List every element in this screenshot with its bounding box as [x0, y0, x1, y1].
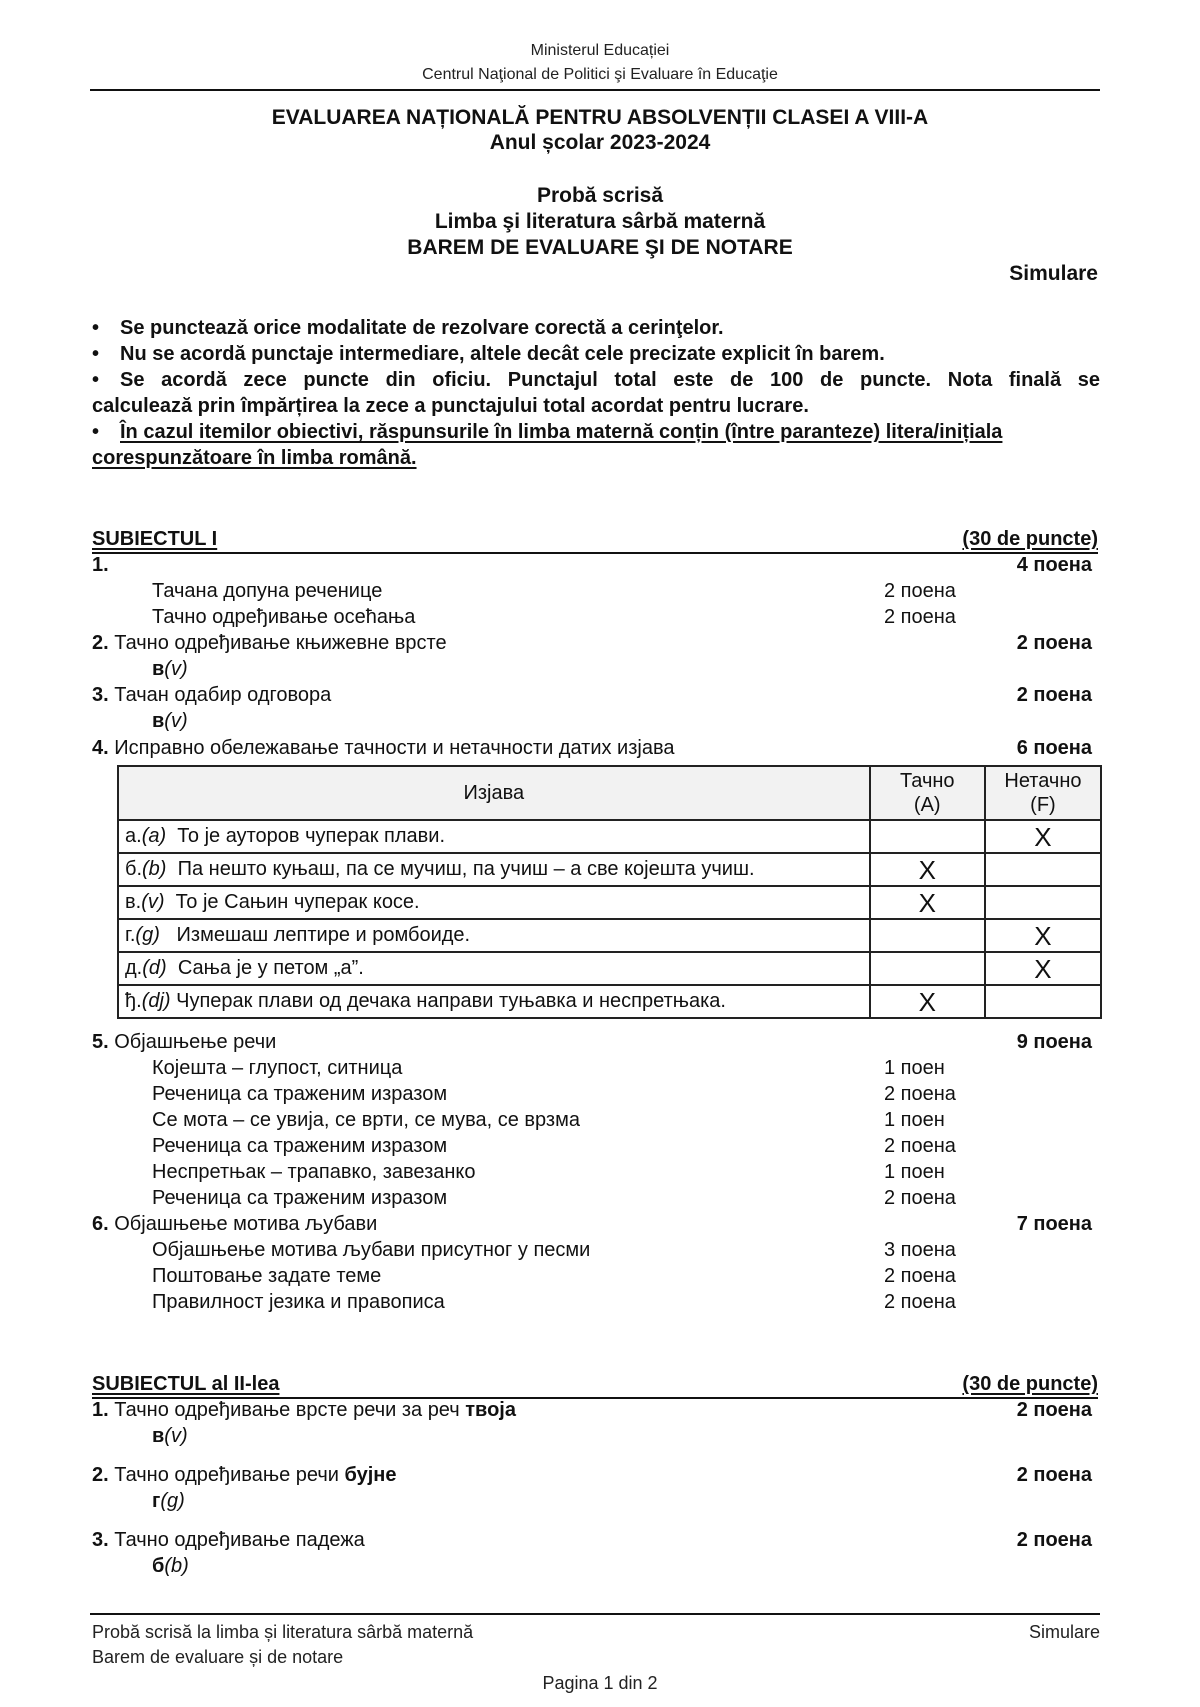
criterion-text: Поштовање задате теме [152, 1265, 382, 1287]
item-number: 6. [92, 1213, 109, 1235]
false-label: Нетачно [1004, 770, 1082, 792]
false-cell: X [985, 919, 1101, 952]
sub-criterion [92, 1135, 1098, 1161]
true-letter: (A) [913, 794, 941, 816]
criterion-text: Реченица са траженим изразом [152, 1187, 448, 1209]
bullet-icon: • [92, 421, 100, 443]
instruction-item [92, 317, 1100, 340]
criterion-text: Тачно одређивање осећања [152, 606, 416, 628]
instruction-text: Se acordă zece puncte din oficiu. Punctajul total este de 100 de puncte. Nota finală se [120, 369, 1100, 391]
item-text: Објашњење речи [114, 1031, 277, 1053]
item-number: 3. [92, 1529, 109, 1551]
item-text: Објашњење мотива љубави [114, 1213, 378, 1235]
document-title: BAREM DE EVALUARE ŞI DE NOTARE [407, 236, 793, 259]
table-row [118, 886, 1101, 919]
column-header-statement: Изјава [118, 766, 870, 820]
item-points: 4 поена [1016, 554, 1092, 576]
item-1 [92, 554, 1098, 580]
answer-key [152, 1490, 185, 1513]
table-row [118, 919, 1101, 952]
answer-key [152, 710, 188, 733]
item-number: 5. [92, 1031, 109, 1053]
footer-doc-name: Barem de evaluare și de notare [92, 1647, 344, 1667]
footer-rule [90, 1613, 1100, 1615]
sub-criterion [92, 606, 1098, 632]
answer-latin: (v) [164, 658, 188, 680]
item-number: 1. [92, 554, 109, 576]
instruction-text: Nu se acordă punctaje intermediare, altele decât cele precizate explicit în barem. [120, 343, 885, 365]
sub-criterion [92, 1239, 1098, 1265]
footer-session: Simulare [1028, 1622, 1100, 1642]
item-number: 2. [92, 632, 109, 654]
answer-latin: (g) [160, 1490, 185, 1512]
bullet-icon: • [92, 343, 100, 365]
criterion-points: 2 поена [884, 1083, 956, 1105]
criterion-points: 2 поена [884, 580, 956, 602]
answer-key [152, 1425, 188, 1448]
item-number: 4. [92, 737, 109, 759]
false-cell [985, 886, 1101, 919]
column-header-false [985, 766, 1101, 820]
answer-letter: г [152, 1490, 161, 1512]
item-2-2 [92, 1464, 1098, 1490]
answer-letter: в [152, 710, 165, 732]
criterion-points: 3 поена [884, 1239, 956, 1261]
section-heading-subiectul-1 [92, 528, 1098, 554]
statement-cell: в.(v) То је Сањин чуперак косе. [118, 886, 870, 919]
sub-criterion [92, 1109, 1098, 1135]
item-text: Исправно обележавање тачности и нетачности датих изјава [114, 737, 675, 759]
table-header-row [118, 766, 1101, 820]
item-points: 2 поена [1016, 632, 1092, 654]
section-heading-subiectul-2 [92, 1373, 1098, 1399]
item-text: Тачно одређивање врсте речи за реч [114, 1399, 466, 1421]
section-points: (30 de puncte) [962, 528, 1098, 550]
true-cell [870, 952, 985, 985]
item-points: 9 поена [1016, 1031, 1092, 1053]
statement-cell: а.(a) То је ауторов чуперак плави. [118, 820, 870, 853]
school-year: Anul școlar 2023-2024 [489, 131, 711, 154]
false-cell: X [985, 820, 1101, 853]
criterion-points: 2 поена [884, 1135, 956, 1157]
sub-criterion [92, 1083, 1098, 1109]
page-number: Pagina 1 din 2 [542, 1673, 658, 1693]
item-text: Тачно одређивање књижевне врсте [114, 632, 447, 654]
criterion-text: Којешта – глупост, ситница [152, 1057, 403, 1079]
item-keyword: бујне [344, 1464, 397, 1486]
instruction-item [92, 369, 1100, 392]
table-row [118, 853, 1101, 886]
criterion-points: 2 поена [884, 606, 956, 628]
sub-criterion [92, 1265, 1098, 1291]
center-name: Centrul Naţional de Politici şi Evaluare în Educaţie [422, 66, 778, 83]
column-header-true [870, 766, 985, 820]
ministry-name: Ministerul Educației [530, 42, 670, 59]
item-points: 6 поена [1016, 737, 1092, 759]
exam-title: EVALUAREA NAȚIONALĂ PENTRU ABSOLVENȚII CLASEI A VIII-A [271, 106, 929, 129]
answer-latin: (b) [164, 1555, 189, 1577]
criterion-points: 2 поена [884, 1265, 956, 1287]
true-cell [870, 820, 985, 853]
false-cell: X [985, 952, 1101, 985]
criterion-points: 2 поена [884, 1291, 956, 1313]
bullet-icon: • [92, 369, 100, 391]
true-cell: X [870, 886, 985, 919]
item-2-3 [92, 1529, 1098, 1555]
instruction-text: corespunzătoare în limba română. [92, 447, 417, 469]
footer-exam-name: Probă scrisă la limba și literatura sârbă maternă [92, 1622, 474, 1642]
table-row [118, 820, 1101, 853]
instruction-text: calculează prin împărțirea la zece a punctajului total acordat pentru lucrare. [92, 395, 809, 417]
criterion-text: Реченица са траженим изразом [152, 1135, 448, 1157]
false-letter: (F) [1030, 794, 1056, 816]
sub-criterion [92, 1161, 1098, 1187]
answer-letter: в [152, 658, 165, 680]
item-number: 3. [92, 684, 109, 706]
item-4 [92, 737, 1098, 763]
item-text: Тачно одређивање падежа [114, 1529, 365, 1551]
statement-cell: г.(g) Измешаш лептире и ромбоиде. [118, 919, 870, 952]
item-text: Тачно одређивање речи [114, 1464, 345, 1486]
statement-cell: б.(b) Па нешто куњаш, па се мучиш, па учиш – а све којешта учиш. [118, 853, 870, 886]
criterion-text: Тачана допуна реченице [152, 580, 383, 602]
table-row [118, 985, 1101, 1018]
true-false-table [117, 765, 1102, 1019]
sub-criterion [92, 1187, 1098, 1213]
answer-letter: в [152, 1425, 165, 1447]
item-text: Тачан одабир одговора [114, 684, 332, 706]
header-rule [90, 89, 1100, 91]
instruction-text-continued [92, 395, 1100, 418]
instruction-text-continued [92, 447, 1100, 470]
item-number: 2. [92, 1464, 109, 1486]
criterion-text: Реченица са траженим изразом [152, 1083, 448, 1105]
criterion-text: Се мота – се увија, се врти, се мува, се врзма [152, 1109, 580, 1131]
answer-letter: б [152, 1555, 165, 1577]
subject-name: Limba şi literatura sârbă maternă [434, 210, 766, 233]
criterion-points: 1 поен [884, 1057, 945, 1079]
sub-criterion [92, 580, 1098, 606]
criterion-points: 1 поен [884, 1109, 945, 1131]
true-cell [870, 919, 985, 952]
false-cell [985, 985, 1101, 1018]
statement-cell: ђ.(dj) Чуперак плави од дечака направи туњавка и неспретњака. [118, 985, 870, 1018]
item-2 [92, 632, 1098, 658]
section-points: (30 de puncte) [962, 1373, 1098, 1395]
criterion-text: Неспретњак – трапавко, завезанко [152, 1161, 476, 1183]
criterion-text: Објашњење мотива љубави присутног у песми [152, 1239, 591, 1261]
statement-cell: д.(d) Сања је у петом „а”. [118, 952, 870, 985]
bullet-icon: • [92, 317, 100, 339]
answer-key [152, 1555, 189, 1578]
item-points: 7 поена [1016, 1213, 1092, 1235]
instruction-text: Se punctează orice modalitate de rezolvare corectă a cerinţelor. [120, 317, 724, 339]
item-2-1 [92, 1399, 1098, 1425]
answer-latin: (v) [164, 710, 188, 732]
criterion-text: Правилност језика и правописа [152, 1291, 445, 1313]
item-5 [92, 1031, 1098, 1057]
item-6 [92, 1213, 1098, 1239]
item-keyword: твоја [465, 1399, 516, 1421]
item-points: 2 поена [1016, 1399, 1092, 1421]
session-label: Simulare [1009, 262, 1098, 285]
item-points: 2 поена [1016, 1464, 1092, 1486]
answer-key [152, 658, 188, 681]
criterion-points: 1 поен [884, 1161, 945, 1183]
instruction-item [92, 421, 1100, 444]
true-cell: X [870, 853, 985, 886]
false-cell [985, 853, 1101, 886]
answer-latin: (v) [164, 1425, 188, 1447]
sub-criterion [92, 1057, 1098, 1083]
instruction-text: În cazul itemilor obiectivi, răspunsurile în limba maternă conțin (între paranteze) litera/inițiala [120, 421, 1003, 443]
item-points: 2 поена [1016, 1529, 1092, 1551]
exam-type: Probă scrisă [536, 184, 664, 207]
item-number: 1. [92, 1399, 109, 1421]
section-title: SUBIECTUL I [92, 528, 218, 550]
true-label: Тачно [899, 770, 955, 792]
item-3 [92, 684, 1098, 710]
section-title: SUBIECTUL al II-lea [92, 1373, 280, 1395]
instruction-item [92, 343, 1100, 366]
true-cell: X [870, 985, 985, 1018]
sub-criterion [92, 1291, 1098, 1317]
criterion-points: 2 поена [884, 1187, 956, 1209]
item-points: 2 поена [1016, 684, 1092, 706]
table-row [118, 952, 1101, 985]
